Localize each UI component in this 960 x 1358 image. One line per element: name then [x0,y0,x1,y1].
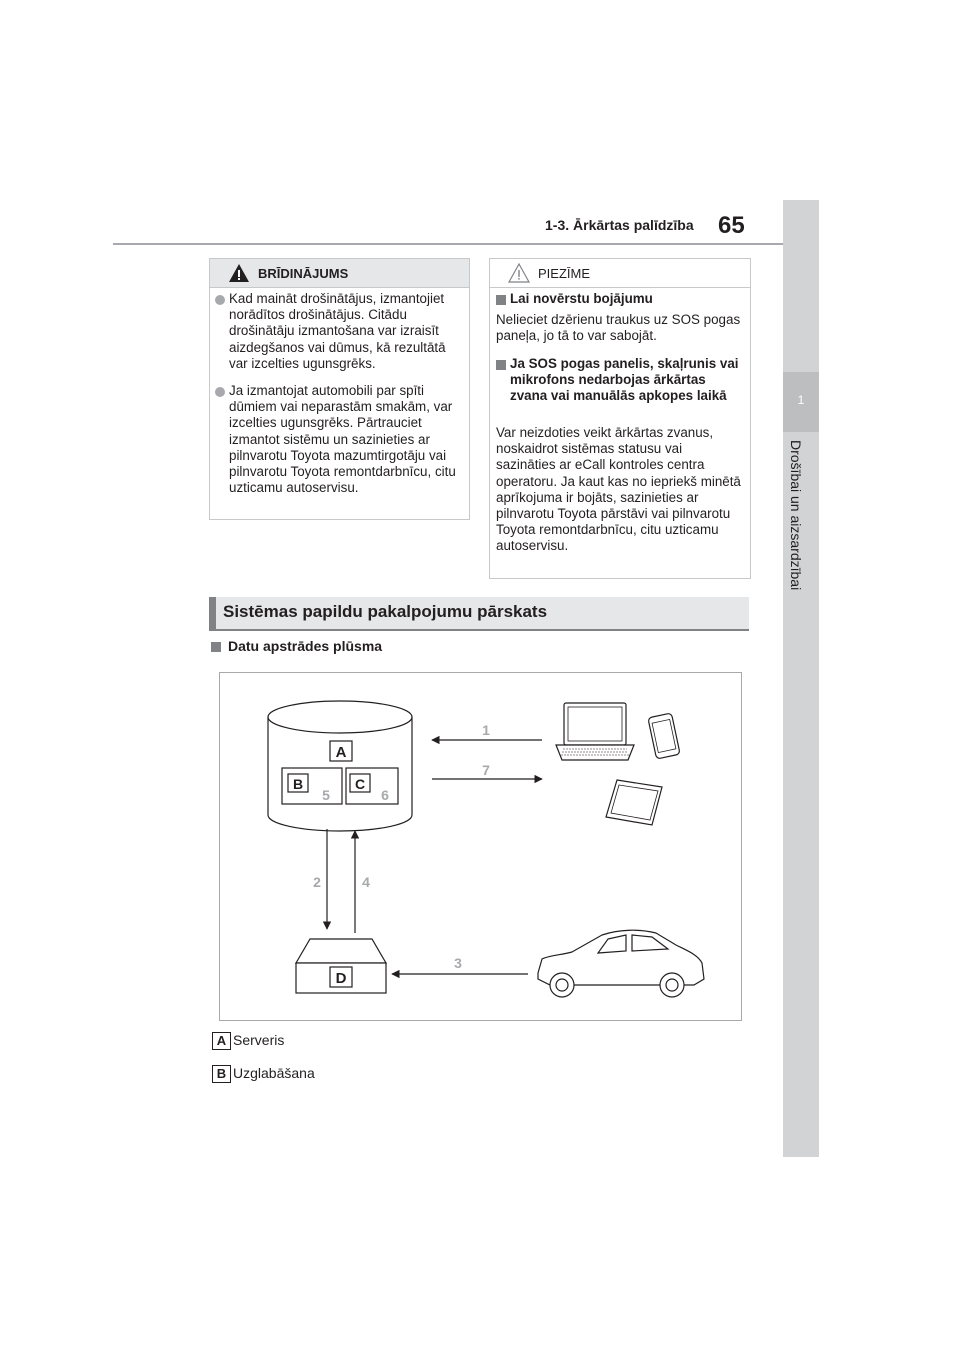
page-number: 65 [718,212,745,239]
header-rule [113,243,783,245]
note-heading-2: Ja SOS pogas panelis, skaļrunis vai mikrofons nedarbojas ārkārtas zvana vai manuālās apkopes laikā [510,356,739,404]
smartphone-icon [648,713,680,759]
label-c: C [354,776,366,792]
note-box [489,258,751,579]
section-heading [209,597,749,631]
warning-title: BRĪDINĀJUMS [258,266,349,281]
warning-triangle-icon [228,263,250,283]
caution-triangle-icon [508,263,530,283]
square-bullet-icon [211,642,221,652]
sub-heading: Datu apstrādes plūsma [228,638,383,654]
number-2: 2 [313,874,321,890]
legend-key-b: B [212,1065,231,1083]
warning-item-2: Ja izmantojat automobili par spīti dūmiem vai neparastām smakām, var izcelties ugunsgrēks. Pārtrauciet izmantot sistēmu un sazinieties ar pilnvarotu Toyota mazumtirgotāju vai pilnvarotu Toyota remontdarbnīcu, citu uzticamu autoservisu. [229,383,456,496]
note-text-1: Nelieciet dzērienu traukus uz SOS pogas paneļa, jo tā to var sabojāt. [496,312,741,344]
tablet-icon [606,780,662,825]
number-5: 5 [322,787,330,803]
number-3: 3 [454,955,462,971]
note-text-2: Var neizdoties veikt ārkārtas zvanus, noskaidrot sistēmas statusu vai sazināties ar eCall kontroles centra operatoru. Ja kaut kas no iepriekš minētā aprīkojuma ir bojāts, sazinieties ar pilnvarotu Toyota pārstāvi vai pilnvarotu Toyota remontdarbnīcu, citu uzticamu autoservisu. [496,425,741,554]
label-d: D [335,970,347,987]
number-4: 4 [362,874,370,890]
note-title: PIEZĪME [538,266,591,281]
warning-item-1: Kad maināt drošinātājus, izmantojiet norādītos drošinātājus. Citādu drošinātāju izmantošana var izraisīt aizdegšanos vai dūmus, kā rezultātā var izcelties ugunsgrēks. [229,291,446,371]
section-heading-bar [209,597,216,629]
bullet-icon [215,387,225,397]
bullet-icon [215,295,225,305]
section-title: 1-3. Ārkārtas palīdzība [545,217,694,233]
section-heading-text: Sistēmas papildu pakalpojumu pārskats [223,602,548,621]
label-a: A [335,744,347,761]
square-bullet-icon [496,295,506,305]
legend-key-a: A [212,1032,231,1050]
legend-text-b: Uzglabāšana [233,1065,315,1081]
chapter-title: Drošībai un aizsardzībai [788,440,804,591]
square-bullet-icon [496,360,506,370]
number-7: 7 [482,762,490,778]
data-flow-diagram [219,672,742,1021]
server-cylinder-icon [268,701,412,831]
warning-box [209,258,470,520]
note-header [490,259,750,288]
number-1: 1 [482,722,490,738]
number-6: 6 [381,787,389,803]
warning-header [210,259,469,288]
laptop-icon [556,703,634,760]
car-icon [538,930,704,997]
chapter-side-tab [783,200,819,1157]
legend-text-a: Serveris [233,1032,285,1048]
chapter-number: 1 [797,393,805,407]
label-b: B [292,776,304,792]
note-heading-1: Lai novērstu bojājumu [510,291,653,306]
